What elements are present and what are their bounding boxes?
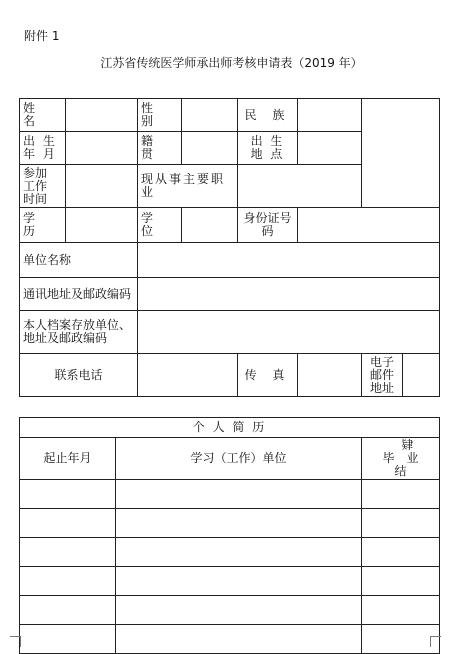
resume-row: [20, 480, 440, 509]
phone-label: 联系电话: [20, 354, 138, 397]
address-field[interactable]: [138, 278, 440, 311]
work-start-label-line1: 参加: [23, 165, 48, 180]
resume-row: [20, 509, 440, 538]
resume-row: [20, 538, 440, 567]
resume-col-cert-line2: 毕 业: [382, 451, 419, 465]
resume-col-cert: [362, 438, 440, 480]
resume-cert-cell[interactable]: [362, 538, 440, 567]
birth-date-label-line1: 出 生: [23, 134, 57, 148]
gender-label: 性 别: [138, 99, 182, 132]
id-number-field[interactable]: [298, 208, 440, 243]
resume-period-cell[interactable]: [20, 596, 116, 625]
resume-col-period: 起止年月: [20, 438, 116, 480]
work-start-label-line2: 工作: [23, 178, 48, 193]
email-group: [362, 354, 440, 397]
email-label-line3: 地址: [369, 380, 394, 395]
photo-box[interactable]: [362, 99, 440, 208]
resume-cert-cell[interactable]: [362, 480, 440, 509]
current-job-label: 现从事主要职业: [138, 165, 238, 208]
email-label: [362, 354, 403, 396]
name-field[interactable]: [66, 99, 138, 132]
gender-field[interactable]: [182, 99, 238, 132]
annex-label: 附件 1: [24, 29, 60, 43]
work-start-field[interactable]: [66, 165, 138, 208]
crop-mark-left: [10, 636, 21, 647]
birth-place-label-line1: 出 生: [250, 134, 285, 148]
email-label-line2: 邮件: [369, 367, 394, 382]
form-title: 江苏省传统医学师承出师考核申请表（2019 年）: [100, 56, 363, 70]
ethnicity-field[interactable]: [298, 99, 362, 132]
native-place-label: 籍 贯: [138, 132, 182, 165]
current-job-field[interactable]: [238, 165, 362, 208]
email-label-line1: 电子: [369, 354, 394, 369]
resume-unit-cell[interactable]: [116, 480, 362, 509]
resume-period-cell[interactable]: [20, 538, 116, 567]
resume-row: [20, 625, 440, 654]
archive-field[interactable]: [138, 311, 440, 354]
resume-unit-cell[interactable]: [116, 625, 362, 654]
resume-cert-cell[interactable]: [362, 596, 440, 625]
resume-unit-cell[interactable]: [116, 509, 362, 538]
resume-col-unit: 学习（工作）单位: [116, 438, 362, 480]
phone-field[interactable]: [138, 354, 238, 397]
birth-place-field[interactable]: [298, 132, 362, 165]
id-number-label: 身份证号码: [238, 208, 298, 243]
degree-label: 学 位: [138, 208, 182, 243]
fax-label: 传 真: [238, 354, 298, 397]
application-form-table: [19, 98, 440, 397]
employer-field[interactable]: [138, 243, 440, 278]
birth-place-label-line2: 地 点: [250, 147, 285, 161]
resume-row: [20, 567, 440, 596]
work-start-label-line3: 时间: [23, 191, 48, 206]
email-field[interactable]: [403, 354, 439, 396]
resume-period-cell[interactable]: [20, 480, 116, 509]
fax-field[interactable]: [298, 354, 362, 397]
birth-date-field[interactable]: [66, 132, 138, 165]
birth-date-label-line2: 年 月: [23, 147, 57, 161]
ethnicity-label: 民 族: [238, 99, 298, 132]
resume-col-cert-line3: 结: [394, 464, 407, 478]
work-start-label: [20, 165, 66, 208]
resume-unit-cell[interactable]: [116, 596, 362, 625]
resume-section-title: 个 人 简 历: [20, 418, 440, 438]
resume-unit-cell[interactable]: [116, 567, 362, 596]
birth-date-label: [20, 132, 66, 165]
resume-cert-cell[interactable]: [362, 509, 440, 538]
address-label: 通讯地址及邮政编码: [20, 278, 138, 311]
resume-row: [20, 596, 440, 625]
name-label: 姓 名: [20, 99, 66, 132]
education-label: 学 历: [20, 208, 66, 243]
resume-cert-cell[interactable]: [362, 625, 440, 654]
archive-label: 本人档案存放单位、地址及邮政编码: [20, 311, 138, 354]
resume-period-cell[interactable]: [20, 625, 116, 654]
resume-cert-cell[interactable]: [362, 567, 440, 596]
birth-place-label: [238, 132, 298, 165]
degree-field[interactable]: [182, 208, 238, 243]
resume-table: [19, 417, 440, 654]
education-field[interactable]: [66, 208, 138, 243]
employer-label: 单位名称: [20, 243, 138, 278]
resume-period-cell[interactable]: [20, 509, 116, 538]
resume-col-cert-line1: 肄: [401, 438, 414, 452]
resume-unit-cell[interactable]: [116, 538, 362, 567]
native-place-field[interactable]: [182, 132, 238, 165]
crop-mark-right: [430, 636, 441, 647]
resume-period-cell[interactable]: [20, 567, 116, 596]
